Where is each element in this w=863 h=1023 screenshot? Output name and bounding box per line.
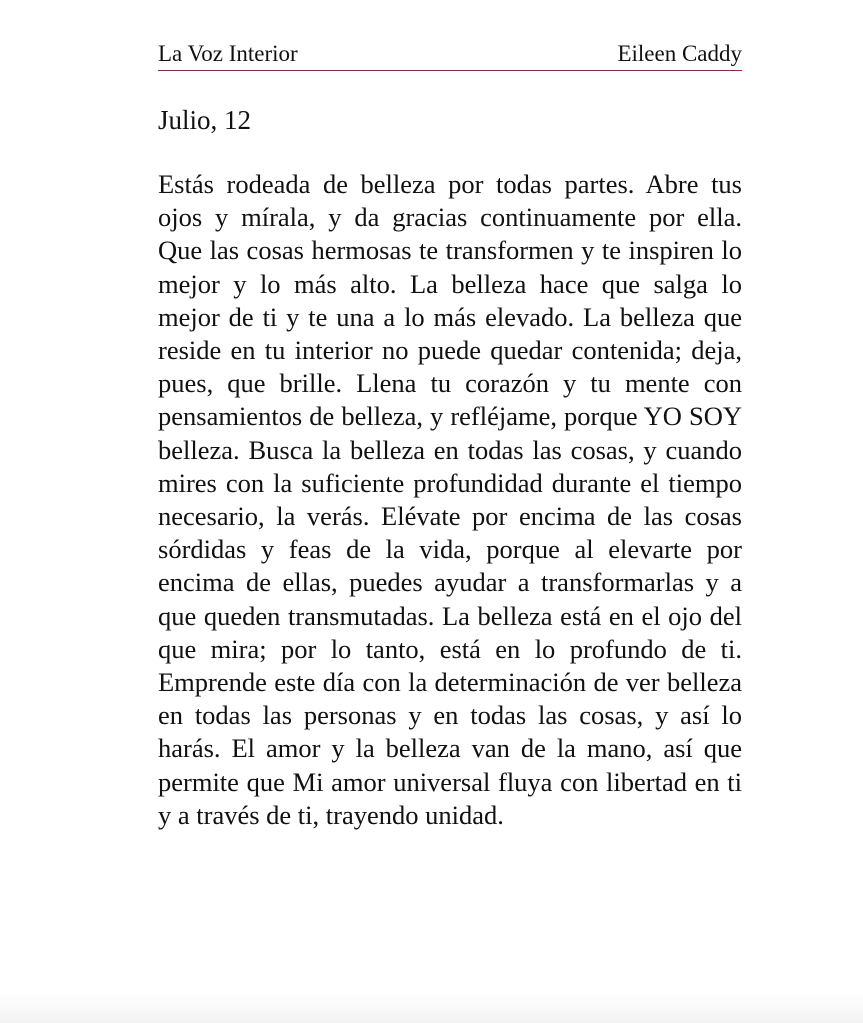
page-bottom-shadow <box>0 993 863 1023</box>
entry-body-text: Estás rodeada de belleza por todas partes. Abre tus ojos y mírala, y da gracias continuamente por ella. Que las cosas hermosas te transformen y te inspiren lo mejor y lo más alto. La belleza hace que salga lo mejor de ti y te una a lo más elevado. La belleza que reside en tu interior no puede quedar contenida; deja, pues, que brille. Llena tu corazón y tu mente con pensamientos de belleza, y refléjame, porque YO SOY belleza. Busca la belleza en todas las cosas, y cuando mires con la suficiente profundidad durante el tiempo necesario, la verás. Elévate por encima de las cosas sórdidas y feas de la vida, porque al elevarte por encima de ellas, puedes ayudar a transformarlas y a que queden transmutadas. La belleza está en el ojo del que mira; por lo tanto, está en lo profundo de ti. Emprende este día con la determinación de ver belleza en todas las personas y en todas las cosas, y así lo harás. El amor y la belleza van de la mano, así que permite que Mi amor universal fluya con libertad en ti y a través de ti, trayendo unidad. <box>158 169 742 830</box>
author-name: Eileen Caddy <box>617 41 742 66</box>
running-header <box>158 40 742 71</box>
entry-date: Julio, 12 <box>158 105 252 135</box>
book-title: La Voz Interior <box>158 41 298 66</box>
